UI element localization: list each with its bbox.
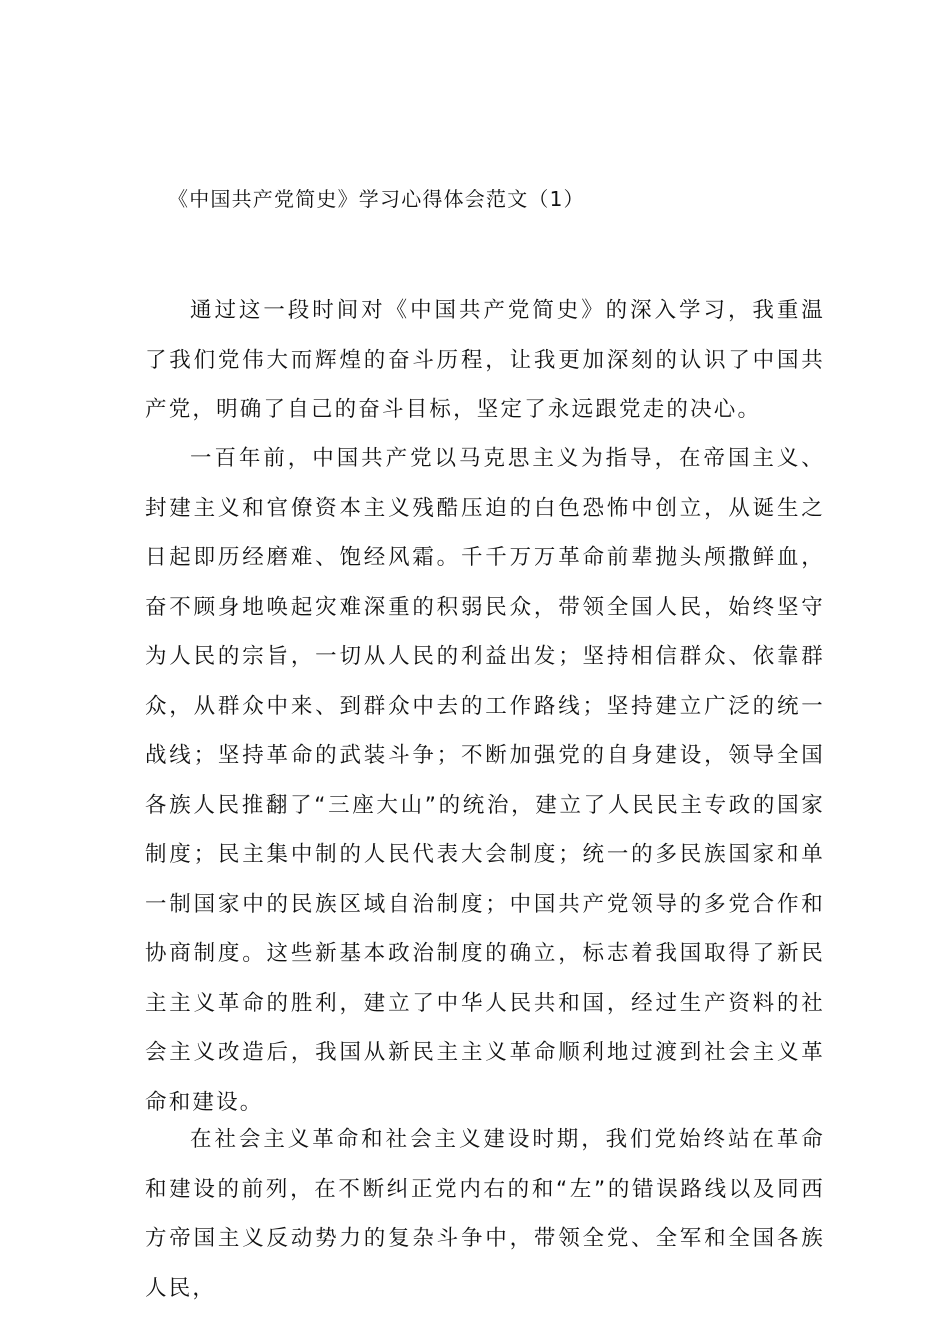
- document-title: 《中国共产党简史》学习心得体会范文（1）: [168, 187, 585, 211]
- paragraph-2: 一百年前，中国共产党以马克思主义为指导，在帝国主义、封建主义和官僚资本主义残酷压迫的白色恐怖中创立，从诞生之日起即历经磨难、饱经风霜。千千万万革命前辈抛头颅撒鲜血，奋不顾身地唤起灾难深重的积弱民众，带领全国人民，始终坚守为人民的宗旨，一切从人民的利益出发；坚持相信群众、依靠群众，从群众中来、到群众中去的工作路线；坚持建立广泛的统一战线；坚持革命的武装斗争；不断加强党的自身建设，领导全国各族人民推翻了“三座大山”的统治，建立了人民民主专政的国家制度；民主集中制的人民代表大会制度；统一的多民族国家和单一制国家中的民族区域自治制度；中国共产党领导的多党合作和协商制度。这些新基本政治制度的确立，标志着我国取得了新民主主义革命的胜利，建立了中华人民共和国，经过生产资料的社会主义改造后，我国从新民主主义革命顺利地过渡到社会主义革命和建设。: [145, 446, 825, 1115]
- paragraph-1: 通过这一段时间对《中国共产党简史》的深入学习，我重温了我们党伟大而辉煌的奋斗历程，让我更加深刻的认识了中国共产党，明确了自己的奋斗目标，坚定了永远跟党走的决心。: [145, 298, 825, 422]
- paragraph-3: 在社会主义革命和社会主义建设时期，我们党始终站在革命和建设的前列，在不断纠正党内右的和“左”的错误路线以及同西方帝国主义反动势力的复杂斗争中，带领全党、全军和全国各族人民，: [145, 1127, 825, 1301]
